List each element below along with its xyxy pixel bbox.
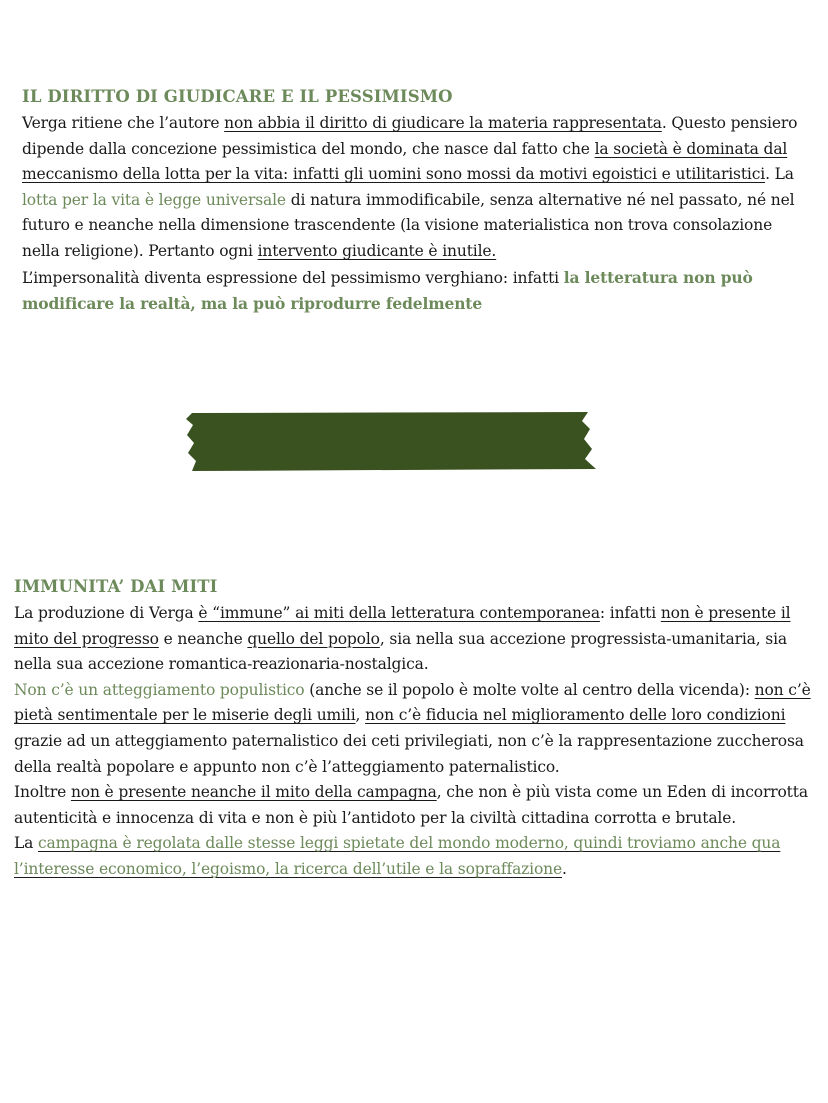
text-run: non c’è fiducia nel miglioramento delle loro condizioni — [365, 706, 786, 725]
text-run: Inoltre — [14, 783, 71, 802]
text-run: non abbia il diritto di giudicare la materia rappresentata — [224, 114, 662, 132]
section-diritto-di-giudicare — [0, 86, 828, 318]
tape-shape — [186, 412, 596, 471]
text-run: la letteratura non può modificare la realtà, ma la può riprodurre fedelmente — [22, 267, 753, 314]
text-run: campagna è regolata dalle stesse leggi spietate del mondo moderno, quindi troviamo anche qua l’interesse economico, l’egoismo, la ricerca dell’utile e la sopraffazione — [14, 834, 781, 878]
paragraph — [22, 111, 798, 265]
text-run: Verga ritiene che l’autore — [22, 114, 225, 132]
text-run: L’impersonalità diventa espressione del pessimismo verghiano: infatti — [22, 268, 564, 287]
text-run: non c’è pietà sentimentale per le miserie degli umili — [14, 680, 811, 725]
text-run: . La — [765, 165, 794, 184]
text-run: non è presente il mito del progresso — [14, 604, 791, 648]
paragraph — [14, 831, 814, 882]
text-run: di natura immodificabile, senza alternative né nel passato, né nel futuro e neanche nella dimensione trascendente (la visione materialistica non trova consolazione nella religione). Pertanto ogni — [22, 190, 795, 260]
text-run: : infatti — [599, 604, 661, 622]
text-run: (anche se il popolo è molte volte al centro della vicenda): — [304, 680, 755, 699]
section-heading: IMMUNITA’ DAI MITI — [14, 577, 218, 596]
text-run: lotta per la vita è legge universale — [22, 190, 286, 209]
text-run: . — [562, 859, 567, 878]
section-immunita-dai-miti — [0, 576, 828, 883]
text-run: La — [14, 834, 39, 853]
text-run: Non c’è un atteggiamento populistico — [14, 680, 305, 699]
paragraph — [14, 780, 814, 831]
section-heading: IL DIRITTO DI GIUDICARE E IL PESSIMISMO — [22, 87, 453, 106]
text-run: La produzione di Verga — [14, 604, 199, 622]
washi-tape-decoration — [186, 409, 600, 473]
text-run: . Questo pensiero dipende dalla concezione pessimistica del mondo, che nasce dal fatto che — [22, 114, 798, 158]
paragraph — [14, 601, 814, 678]
text-run: e neanche — [158, 629, 248, 648]
text-run: grazie ad un atteggiamento paternalistico dei ceti privilegiati, non c’è la rappresentazione zuccherosa della realtà popolare e appunto non c’è l’atteggiamento paternalistico. — [14, 731, 804, 776]
paragraph — [14, 678, 814, 780]
text-run: è “immune” ai miti della letteratura contemporanea — [198, 604, 600, 622]
text-run: quello del popolo — [247, 629, 380, 648]
text-run: , sia nella sua accezione progressista-umanitaria, sia nella sua accezione romantica-reazionaria-nostalgica. — [14, 629, 787, 674]
text-run: , — [355, 706, 366, 725]
text-run: , che non è più vista come un Eden di incorrotta autenticità e innocenza di vita e non è più l’antidoto per la civiltà cittadina corrotta e brutale. — [14, 783, 808, 827]
text-run: la società è dominata dal meccanismo della lotta per la vita: infatti gli uomini sono mossi da motivi egoistici e utilitaristici — [22, 139, 788, 184]
text-run: non è presente neanche il mito della campagna — [70, 783, 437, 802]
text-run: intervento giudicante è inutile. — [257, 241, 497, 260]
paragraph — [22, 265, 798, 318]
